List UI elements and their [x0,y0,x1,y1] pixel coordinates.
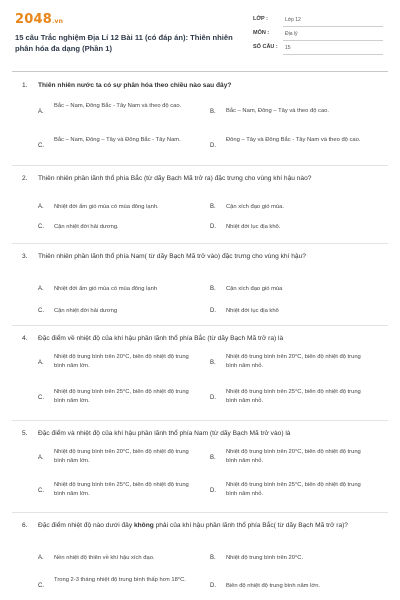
option-text: Cận nhiệt đới hải dương [54,308,118,314]
meta-mon [253,28,383,42]
option-letter: A. [38,286,44,292]
meta-socau-label: SỐ CÂU : [253,44,278,50]
option-letter: C. [38,308,44,314]
option-text: Đông – Tây và Đông Bắc - Tây Nam và theo độ cao. [226,137,361,143]
document-meta [253,14,383,56]
logo-main: 2048 [15,12,52,27]
question-text-before: Đặc điểm nhiệt độ nào dưới đây [38,522,134,529]
question-separator [12,243,388,244]
option-letter: D. [210,395,216,401]
question-text: Thiên nhiên phần lãnh thổ phía Nam( từ dãy Bạch Mã trở vào) đặc trưng cho vùng khí hậu? [38,253,306,260]
site-logo[interactable] [15,12,63,27]
option-letter: C. [38,488,44,494]
option-text: Trong 2-3 tháng nhiệt độ trung bình thấp hơn 18°C. [54,577,186,583]
question-text: Đặc điểm về nhiệt độ của khí hậu phần lãnh thổ phía Bắc (từ dãy Bạch Mã trở ra) là [38,335,284,342]
option-text: Nhiệt độ trung bình trên 20°C. [226,555,304,561]
option-letter: A. [38,204,44,210]
meta-lop-value: Lớp 12 [283,14,383,27]
option-letter: A. [38,555,44,561]
option-letter: D. [210,583,216,589]
option-text: Nhiệt đới ẩm gió mùa có mùa đông lạnh [54,286,158,292]
question-text-emphasis: không [133,522,154,529]
option-text: Nhiệt độ trung bình trên 25°C, biên độ nhiệt độ trung bình năm lớn. [54,389,189,404]
option-text: Nhiệt độ trung bình trên 20°C, biên độ nhiệt độ trung bình năm nhỏ. [226,449,361,464]
meta-socau-value: 15 [283,42,383,55]
option-text: Cận nhiệt đới hải dương. [54,224,119,230]
option-letter: A. [38,109,44,115]
option-text: Nhiệt độ trung bình trên 25°C, biên độ nhiệt độ trung bình năm nhỏ. [226,389,361,404]
option-letter: C. [38,143,44,149]
option-text: Bắc – Nam, Đông Bắc - Tây Nam và theo độ cao. [54,103,182,109]
option-text: Bắc – Nam, Đông – Tây và theo độ cao. [226,108,330,114]
option-letter: D. [210,143,216,149]
question-number: 4. [22,335,28,342]
option-text: Nhiệt độ trung bình trên 20°C, biên độ nhiệt độ trung bình năm nhỏ. [226,354,361,369]
question-number: 1. [22,82,28,89]
question-separator [12,512,388,513]
option-letter: A. [38,455,44,461]
option-text: Nhiệt đới lục địa khô. [226,224,281,230]
question-text: Thiên nhiên phần lãnh thổ phía Bắc (từ dãy Bạch Mã trở ra) đặc trưng cho vùng khí hậu nào? [38,175,312,182]
question-number: 6. [22,522,28,529]
document-title: 15 câu Trắc nghiệm Địa Lí 12 Bài 11 (có đáp án): Thiên nhiên phân hóa đa dạng (Phần 1) [15,33,233,53]
option-letter: A. [38,360,44,366]
meta-mon-label: MÔN : [253,30,270,36]
option-text: Nhiệt đới lục địa khô [226,308,279,314]
option-text: Nền nhiệt độ thiên về khí hậu xích đạo. [54,555,155,561]
document-header [0,0,400,68]
option-text: Nhiệt độ trung bình trên 20°C, biên độ nhiệt độ trung bình năm lớn. [54,449,189,464]
option-letter: B. [210,555,216,561]
meta-lop [253,14,383,28]
option-letter: B. [210,360,216,366]
option-text: Bắc – Nam, Đông – Tây và Đông Bắc - Tây Nam. [54,137,181,143]
meta-lop-label: LỚP : [253,16,268,22]
question-text [38,521,383,532]
question-separator [12,325,388,326]
meta-mon-value: Địa lý [283,28,383,41]
option-text: Nhiệt độ trung bình trên 25°C, biên độ nhiệt độ trung bình năm nhỏ. [226,482,361,497]
question-separator [12,165,388,166]
option-letter: B. [210,286,216,292]
question-text: Đặc điểm và nhiệt độ của khí hậu phần lãnh thổ phía Nam (từ dãy Bạch Mã trở vào) là [38,430,291,437]
option-text: Cận xích đạo gió mùa. [226,204,285,210]
option-text: Biên độ nhiệt độ trung bình năm lớn. [226,583,321,589]
option-letter: D. [210,224,216,230]
question-number: 2. [22,175,28,182]
option-letter: B. [210,455,216,461]
option-text: Cận xích đạo gió mùa [226,286,283,292]
question-text-after: phải của khí hậu phần lãnh thổ phía Bắc( từ dãy Bạch Mã trở ra)? [153,522,348,529]
option-letter: C. [38,224,44,230]
option-text: Nhiệt độ trung bình trên 20°C, biên độ nhiệt độ trung bình năm lớn. [54,354,189,369]
option-letter: D. [210,308,216,314]
option-letter: B. [210,109,216,115]
option-letter: B. [210,204,216,210]
question-number: 5. [22,430,28,437]
option-letter: D. [210,488,216,494]
question-number: 3. [22,253,28,260]
header-divider [12,71,388,72]
option-text: Nhiệt độ trung bình trên 25°C, biên độ nhiệt độ trung bình năm lớn. [54,482,189,497]
logo-suffix: .vn [51,18,64,25]
meta-socau [253,42,383,56]
question-separator [12,420,388,421]
question-text: Thiên nhiên nước ta có sự phân hóa theo chiều nào sau đây? [38,82,232,89]
option-letter: C. [38,395,44,401]
option-text: Nhiệt đới ẩm gió mùa có mùa đông lạnh. [54,204,159,210]
option-letter: C. [38,583,44,589]
